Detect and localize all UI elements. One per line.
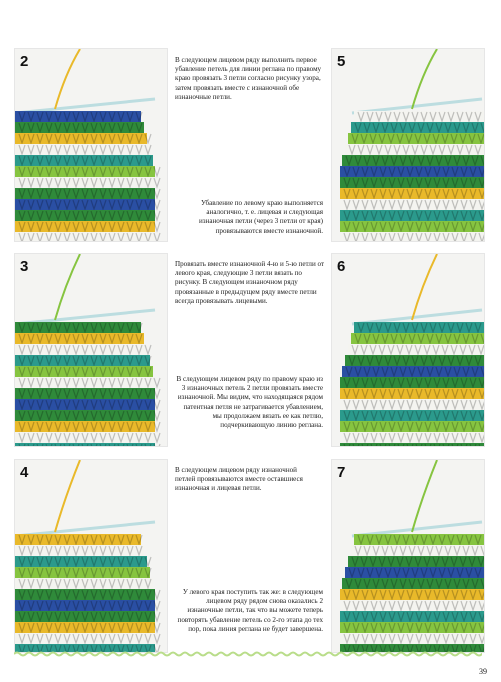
step-4-number: 4 [20,464,29,481]
step-3-number: 3 [20,258,29,275]
step-2-text-top: В следующем лицевом ряду выполнить первое убавление петель для линии реглана по правому краю провязать 3 петли согласно рисунку узора, затем провязать вместе с изнаночной обе изнаночные петли. [175,56,322,101]
step-4-text-top: В следующем лицевом ряду изнаночной петлей провязываются вместе оставшиеся изнаночная и лицевая петли. [175,466,303,493]
step-3-photo [14,253,168,447]
knit-swatch-5 [332,49,484,241]
step-2-number: 2 [20,53,29,70]
decorative-border [14,651,482,657]
step-3-text-bottom: В следующем лицевом ряду по правому краю из 3 изнаночных петель 2 петли провязать вместе изнаночной. Мы видим, что находящаяся рядом патентная петля не затрагивается убавлением, мы продолжаем вязать ее как петлю, подчеркивающую линию реглана. [176,375,323,430]
knit-swatch-4 [15,460,167,652]
step-7-photo [331,459,485,653]
step-7-number: 7 [337,464,346,481]
step-4-text-bottom: У левого края поступить так же: в следующем лицевом ряду рядом снова оказались 2 изнаночные петли, так что вы можете теперь повторять убавление петель со 2-го этапа до тех пор, пока линия реглана не будет завершена. [177,588,323,633]
knit-swatch-3 [15,254,167,446]
step-2-photo [14,48,168,242]
step-4-photo [14,459,168,653]
knit-swatch-7 [332,460,484,652]
step-5-number: 5 [337,53,346,70]
step-5-photo [331,48,485,242]
step-6-photo [331,253,485,447]
step-6-number: 6 [337,258,346,275]
step-2-text-bottom: Убавление по левому краю выполняется аналогично, т. е. лицевая и следующая изнаночная петли (через 3 петли от края) провязываются вместе изнаночной. [198,199,323,235]
knit-swatch-2 [15,49,167,241]
knit-swatch-6 [332,254,484,446]
page-number: 39 [479,667,487,676]
step-3-text-top: Провязать вместе изнаночной 4-ю и 5-ю петли от левого края, следующие 3 петли вязать по рисунку. В следующем изнаночном ряду провязанные в предыдущем ряду вместе петли всегда провязывать лицевыми. [175,260,325,305]
